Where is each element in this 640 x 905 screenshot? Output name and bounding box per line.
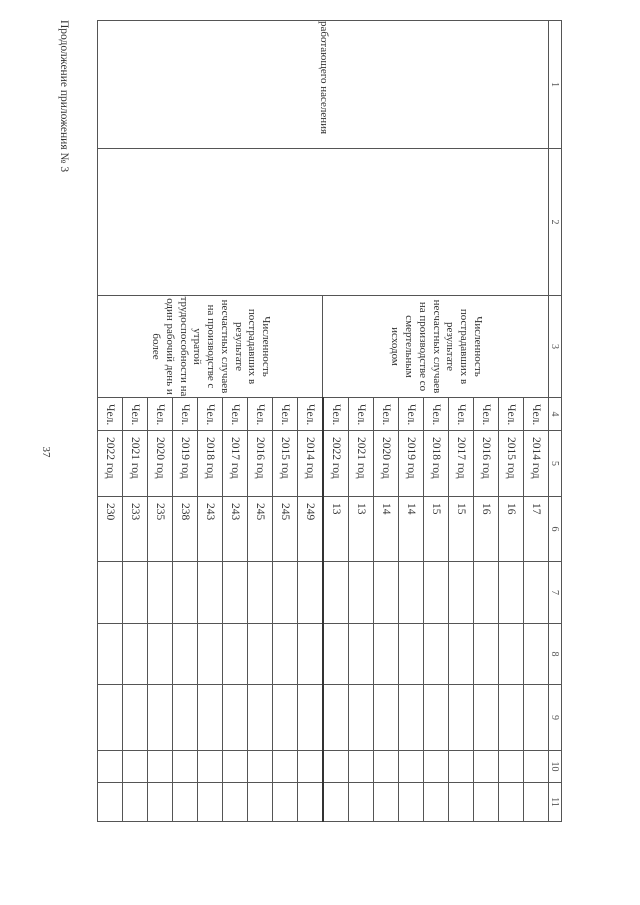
indicator-name: Численность пострадавших в результате несчастных случаев на производстве со смертельным исходом (323, 296, 549, 398)
year-cell: 2021 год (123, 431, 148, 497)
empty-cell (298, 685, 324, 751)
empty-cell (499, 783, 524, 822)
col2-empty (98, 149, 549, 296)
empty-cell (298, 624, 324, 685)
year-cell: 2020 год (148, 431, 173, 497)
value-cell: 245 (273, 497, 298, 562)
empty-cell (248, 624, 273, 685)
empty-cell (349, 624, 374, 685)
unit-cell: Чел. (298, 398, 324, 431)
unit-cell: Чел. (424, 398, 449, 431)
empty-cell (349, 685, 374, 751)
empty-cell (399, 562, 424, 624)
empty-cell (123, 685, 148, 751)
empty-cell (374, 624, 399, 685)
empty-cell (374, 783, 399, 822)
year-cell: 2016 год (474, 431, 499, 497)
empty-cell (98, 562, 123, 624)
empty-cell (148, 783, 173, 822)
empty-cell (524, 783, 549, 822)
unit-cell: Чел. (173, 398, 198, 431)
unit-cell: Чел. (474, 398, 499, 431)
empty-cell (374, 685, 399, 751)
column-number: 9 (549, 685, 562, 751)
page-number: 37 (40, 446, 52, 458)
empty-cell (474, 562, 499, 624)
unit-cell: Чел. (223, 398, 248, 431)
empty-cell (298, 562, 324, 624)
year-cell: 2020 год (374, 431, 399, 497)
value-cell: 15 (424, 497, 449, 562)
empty-cell (323, 562, 349, 624)
empty-cell (449, 685, 474, 751)
empty-cell (273, 685, 298, 751)
year-cell: 2017 год (449, 431, 474, 497)
empty-cell (399, 685, 424, 751)
empty-cell (374, 562, 399, 624)
unit-cell: Чел. (98, 398, 123, 431)
empty-cell (524, 624, 549, 685)
empty-cell (273, 751, 298, 783)
value-cell: 14 (399, 497, 424, 562)
empty-cell (173, 751, 198, 783)
year-cell: 2015 год (273, 431, 298, 497)
unit-cell: Чел. (123, 398, 148, 431)
empty-cell (323, 685, 349, 751)
empty-cell (273, 624, 298, 685)
year-cell: 2022 год (323, 431, 349, 497)
empty-cell (449, 624, 474, 685)
col1-text: работающего населения (98, 21, 549, 149)
empty-cell (123, 562, 148, 624)
column-number-row (549, 21, 562, 822)
empty-cell (424, 624, 449, 685)
year-cell: 2022 год (98, 431, 123, 497)
table-row (524, 21, 549, 822)
empty-cell (374, 751, 399, 783)
value-cell: 16 (499, 497, 524, 562)
empty-cell (298, 783, 324, 822)
empty-cell (474, 751, 499, 783)
empty-cell (223, 562, 248, 624)
empty-cell (198, 685, 223, 751)
empty-cell (424, 751, 449, 783)
empty-cell (173, 624, 198, 685)
empty-cell (424, 783, 449, 822)
empty-cell (248, 783, 273, 822)
value-cell: 13 (323, 497, 349, 562)
empty-cell (98, 783, 123, 822)
empty-cell (499, 562, 524, 624)
unit-cell: Чел. (374, 398, 399, 431)
column-number: 1 (549, 21, 562, 149)
value-cell: 230 (98, 497, 123, 562)
year-cell: 2014 год (298, 431, 324, 497)
empty-cell (349, 751, 374, 783)
empty-cell (449, 783, 474, 822)
continuation-label: Продолжение приложения № 3 (58, 20, 70, 173)
empty-cell (424, 562, 449, 624)
empty-cell (148, 751, 173, 783)
empty-cell (298, 751, 324, 783)
empty-cell (499, 685, 524, 751)
column-number: 5 (549, 431, 562, 497)
empty-cell (173, 562, 198, 624)
unit-cell: Чел. (248, 398, 273, 431)
empty-cell (198, 624, 223, 685)
empty-cell (248, 562, 273, 624)
value-cell: 233 (123, 497, 148, 562)
unit-cell: Чел. (323, 398, 349, 431)
indicator-name: Численность пострадавших в результате несчастных случаев на производстве с утратой трудоспособности на один рабочий день и более (98, 296, 324, 398)
empty-cell (273, 562, 298, 624)
empty-cell (248, 685, 273, 751)
empty-cell (148, 624, 173, 685)
empty-cell (223, 685, 248, 751)
year-cell: 2019 год (173, 431, 198, 497)
empty-cell (98, 624, 123, 685)
empty-cell (248, 751, 273, 783)
value-cell: 238 (173, 497, 198, 562)
empty-cell (424, 685, 449, 751)
appendix-table (97, 20, 562, 822)
empty-cell (499, 751, 524, 783)
empty-cell (449, 562, 474, 624)
empty-cell (524, 685, 549, 751)
unit-cell: Чел. (499, 398, 524, 431)
empty-cell (349, 562, 374, 624)
column-number: 10 (549, 751, 562, 783)
empty-cell (198, 562, 223, 624)
value-cell: 14 (374, 497, 399, 562)
empty-cell (173, 685, 198, 751)
empty-cell (223, 783, 248, 822)
unit-cell: Чел. (524, 398, 549, 431)
empty-cell (148, 685, 173, 751)
year-cell: 2019 год (399, 431, 424, 497)
column-number: 6 (549, 497, 562, 562)
unit-cell: Чел. (349, 398, 374, 431)
column-number: 4 (549, 398, 562, 431)
value-cell: 15 (449, 497, 474, 562)
value-cell: 13 (349, 497, 374, 562)
empty-cell (449, 751, 474, 783)
unit-cell: Чел. (148, 398, 173, 431)
column-number: 3 (549, 296, 562, 398)
year-cell: 2018 год (424, 431, 449, 497)
year-cell: 2015 год (499, 431, 524, 497)
empty-cell (474, 685, 499, 751)
year-cell: 2017 год (223, 431, 248, 497)
unit-cell: Чел. (273, 398, 298, 431)
empty-cell (474, 783, 499, 822)
empty-cell (349, 783, 374, 822)
empty-cell (273, 783, 298, 822)
value-cell: 17 (524, 497, 549, 562)
empty-cell (198, 751, 223, 783)
value-cell: 243 (223, 497, 248, 562)
year-cell: 2021 год (349, 431, 374, 497)
empty-cell (524, 751, 549, 783)
empty-cell (399, 751, 424, 783)
empty-cell (323, 783, 349, 822)
empty-cell (474, 624, 499, 685)
column-number: 8 (549, 624, 562, 685)
year-cell: 2018 год (198, 431, 223, 497)
empty-cell (98, 685, 123, 751)
empty-cell (123, 783, 148, 822)
empty-cell (123, 751, 148, 783)
unit-cell: Чел. (399, 398, 424, 431)
empty-cell (198, 783, 223, 822)
value-cell: 249 (298, 497, 324, 562)
empty-cell (123, 624, 148, 685)
empty-cell (98, 751, 123, 783)
empty-cell (323, 751, 349, 783)
empty-cell (148, 562, 173, 624)
value-cell: 243 (198, 497, 223, 562)
empty-cell (323, 624, 349, 685)
column-number: 11 (549, 783, 562, 822)
column-number: 2 (549, 149, 562, 296)
column-number: 7 (549, 562, 562, 624)
empty-cell (173, 783, 198, 822)
unit-cell: Чел. (449, 398, 474, 431)
empty-cell (399, 783, 424, 822)
value-cell: 245 (248, 497, 273, 562)
empty-cell (499, 624, 524, 685)
empty-cell (223, 751, 248, 783)
empty-cell (399, 624, 424, 685)
empty-cell (223, 624, 248, 685)
year-cell: 2014 год (524, 431, 549, 497)
value-cell: 16 (474, 497, 499, 562)
year-cell: 2016 год (248, 431, 273, 497)
empty-cell (524, 562, 549, 624)
unit-cell: Чел. (198, 398, 223, 431)
value-cell: 235 (148, 497, 173, 562)
